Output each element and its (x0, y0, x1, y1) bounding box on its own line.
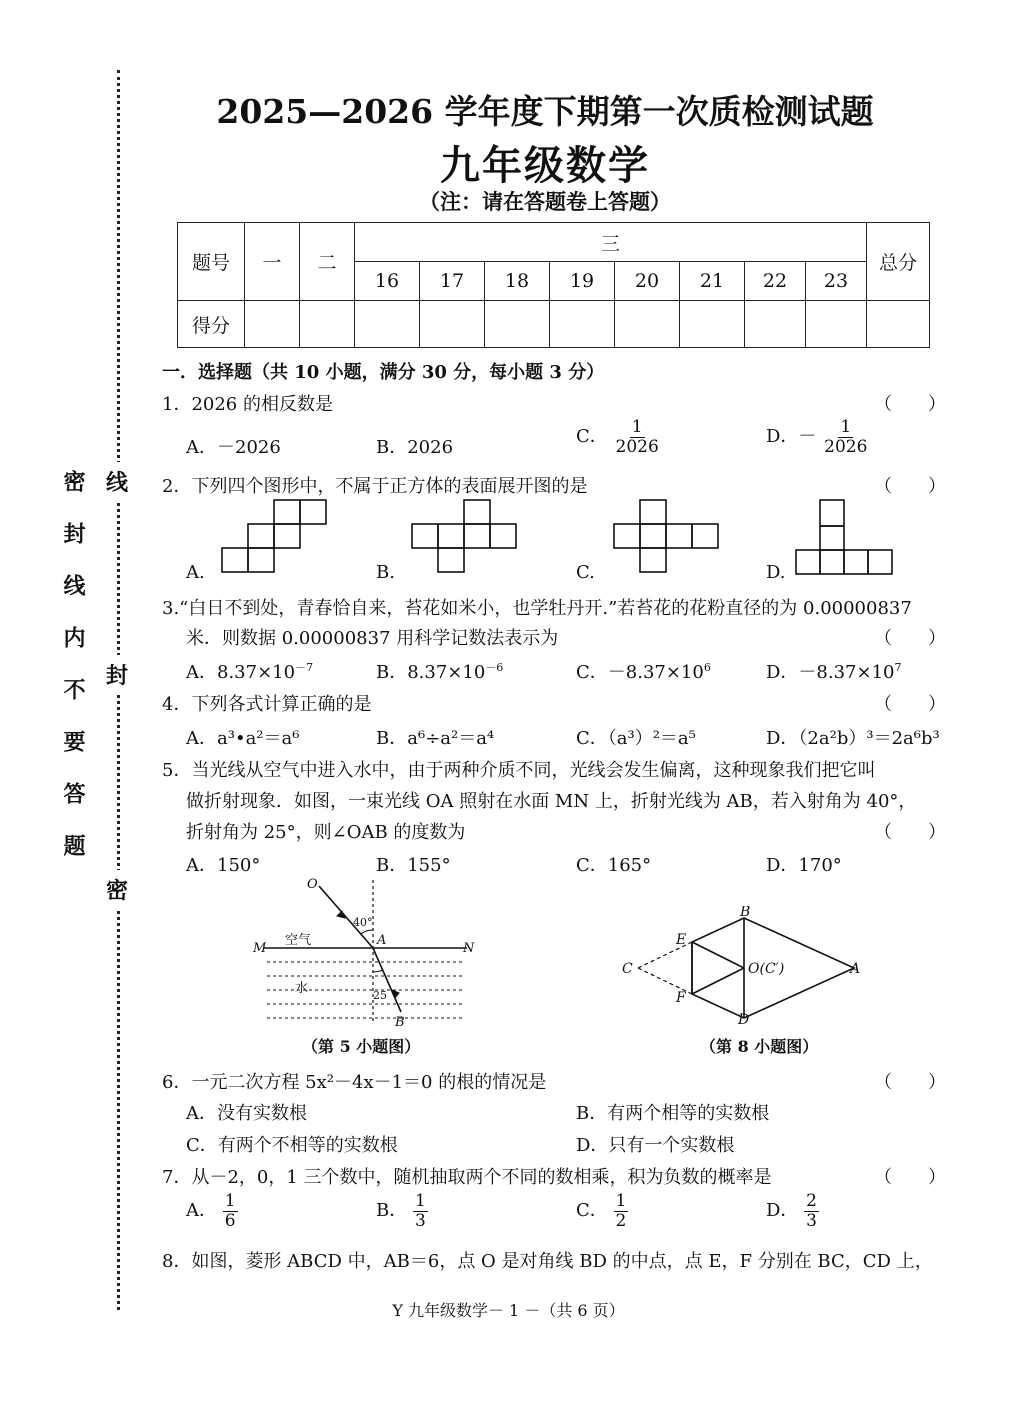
q7-answer-paren[interactable]: （ ） (874, 1167, 946, 1188)
score-cell (867, 301, 930, 348)
numerator: 1 (615, 1191, 627, 1211)
score-cell (420, 301, 485, 348)
score-col-3: 三 (355, 223, 867, 262)
q5-option-a: A．150° (186, 855, 261, 876)
q6-option-c: C．有两个不相等的实数根 (186, 1135, 398, 1156)
angle-40: 40° (353, 916, 373, 929)
q4-option-a: A．a³•a²＝a⁶ (186, 728, 300, 749)
score-subcol: 20 (615, 262, 680, 301)
score-row-label: 题号 (178, 223, 245, 301)
fraction (413, 1192, 428, 1230)
score-subcol: 18 (485, 262, 550, 301)
q5-option-d: D．170° (766, 855, 842, 876)
q6-option-a: A．没有实数根 (186, 1103, 307, 1124)
option-text: D．－8.37×10 (766, 662, 895, 683)
q3-option-a (186, 658, 313, 684)
label-a: A (377, 933, 387, 948)
label-b: B (740, 906, 751, 920)
label-f: F (676, 990, 686, 1006)
denominator: 3 (806, 1210, 817, 1231)
side-warning: 密封线内不要答题 (60, 470, 86, 886)
score-col-1: 一 (245, 223, 300, 301)
score-table (177, 222, 930, 348)
q1-option-a: A．－2026 (186, 437, 281, 458)
score-subcol: 17 (420, 262, 485, 301)
q6-answer-paren[interactable]: （ ） (874, 1072, 946, 1093)
q1-answer-paren[interactable]: （ ） (874, 394, 946, 415)
exam-note: （注：请在答题卷上答题） (419, 189, 671, 214)
label-c: C (622, 961, 633, 977)
q3-stem-line2: 米．则数据 0.00000837 用科学记数法表示为 (186, 628, 559, 649)
denominator: 3 (414, 1210, 426, 1231)
q5-answer-paren[interactable]: （ ） (874, 822, 946, 843)
q2-answer-paren[interactable]: （ ） (874, 476, 946, 497)
numerator: 1 (840, 417, 852, 437)
option-text: B．8.37×10 (376, 662, 486, 683)
fraction (822, 418, 869, 456)
label-n: N (463, 941, 475, 956)
score-cell (745, 301, 806, 348)
label-e: E (676, 932, 687, 948)
q1-stem: 1．2026 的相反数是 (162, 394, 333, 415)
score-cell (485, 301, 550, 348)
q6-stem: 6．一元二次方程 5x²－4x－1＝0 的根的情况是 (162, 1072, 547, 1093)
numerator: 1 (414, 1191, 426, 1211)
fig5-caption: （第 5 小题图） (302, 1037, 421, 1056)
q2-option-c: C. (576, 562, 595, 583)
denominator: 6 (224, 1210, 236, 1231)
net-figure-b (408, 498, 520, 576)
score-cell (680, 301, 745, 348)
arrow-icon (337, 911, 345, 918)
q5-stem-line1: 5．当光线从空气中进入水中，由于两种介质不同，光线会发生偏离，这种现象我们把它叫 (162, 760, 876, 781)
option-label: D． (766, 1200, 799, 1222)
option-label: D．－ (766, 426, 817, 448)
q7-option-a (186, 1192, 238, 1230)
numerator: 1 (631, 417, 643, 437)
fig8-caption: （第 8 小题图） (700, 1037, 819, 1056)
arrow-icon (392, 990, 399, 998)
q5-stem-line3: 折射角为 25°，则∠OAB 的度数为 (186, 822, 466, 843)
option-text: A．8.37×10 (186, 662, 296, 683)
score-cell (355, 301, 420, 348)
label-o: O(C′) (748, 961, 785, 977)
q7-option-b (376, 1192, 428, 1230)
denominator: 2 (615, 1210, 627, 1231)
score-subcol: 19 (550, 262, 615, 301)
numerator: 1 (224, 1191, 236, 1211)
exam-title: 2025—2026 学年度下期第一次质检测试题 (216, 92, 874, 131)
refraction-figure (245, 872, 485, 1032)
label-o: O (307, 877, 318, 892)
q7-stem: 7．从－2，0，1 三个数中，随机抽取两个不同的数相乘，积为负数的概率是 (162, 1167, 772, 1188)
q2-option-a: A. (186, 562, 205, 583)
label-m: M (253, 941, 267, 956)
angle-25: 25 (373, 989, 387, 1002)
score-cell (550, 301, 615, 348)
score-cell (300, 301, 355, 348)
denominator: 2026 (824, 436, 868, 457)
q2-option-b: B. (376, 562, 395, 583)
refracted-ray (373, 948, 401, 1012)
q5-stem-line2: 做折射现象．如图，一束光线 OA 照射在水面 MN 上，折射光线为 AB，若入射角为 40°， (186, 791, 917, 812)
score-subcol: 23 (806, 262, 867, 301)
side-mark-xian: 线 (106, 462, 128, 501)
q3-answer-paren[interactable]: （ ） (874, 628, 946, 649)
q7-option-d (766, 1192, 819, 1230)
q6-option-b: B．有两个相等的实数根 (576, 1103, 770, 1124)
q3-stem-line1: 3.“白日不到处，青春恰自来，苔花如米小，也学牡丹开.”若苔花的花粉直径的为 0.00000837 (162, 598, 912, 619)
q7-option-c (576, 1192, 628, 1230)
exponent: －6 (485, 661, 504, 674)
option-label: C． (576, 1200, 608, 1222)
denominator: 2026 (615, 436, 659, 457)
net-figure-a (218, 498, 330, 576)
score-total-label: 总分 (867, 223, 930, 301)
q2-option-d: D. (766, 562, 786, 583)
option-label: C． (576, 426, 608, 448)
label-air: 空气 (285, 933, 312, 948)
q4-option-d: D．（2a²b）³＝2a⁶b³ (766, 728, 940, 749)
score-row-label: 得分 (178, 301, 245, 348)
exam-subject: 九年级数学 (440, 142, 650, 189)
fraction (804, 1192, 819, 1230)
score-cell (806, 301, 867, 348)
fraction (223, 1192, 238, 1230)
net-figure-c (610, 498, 722, 576)
score-cell (615, 301, 680, 348)
score-col-2: 二 (300, 223, 355, 301)
exponent: 7 (894, 661, 902, 674)
q3-option-c (576, 658, 711, 684)
section-title: 一．选择题（共 10 小题，满分 30 分，每小题 3 分） (162, 362, 605, 383)
q1-option-c (576, 418, 661, 456)
q4-option-b: B．a⁶÷a²＝a⁴ (376, 728, 495, 749)
q3-option-b (376, 658, 503, 684)
q6-option-d: D．只有一个实数根 (576, 1135, 735, 1156)
option-label: A． (186, 1200, 217, 1222)
q8-stem: 8．如图，菱形 ABCD 中，AB＝6，点 O 是对角线 BD 的中点，点 E，F 分别在 BC，CD 上， (162, 1251, 933, 1272)
q4-option-c: C．（a³）²＝a⁵ (576, 728, 696, 749)
q4-answer-paren[interactable]: （ ） (874, 694, 946, 715)
label-a: A (850, 961, 861, 977)
option-text: C．－8.37×10 (576, 662, 704, 683)
fraction (614, 418, 661, 456)
q3-option-d (766, 658, 902, 684)
score-subcol: 16 (355, 262, 420, 301)
q5-option-c: C．165° (576, 855, 652, 876)
net-figure-d (794, 498, 906, 578)
numerator: 2 (806, 1191, 817, 1211)
q1-option-b: B．2026 (376, 437, 454, 458)
q2-stem: 2．下列四个图形中，不属于正方体的表面展开图的是 (162, 476, 588, 497)
label-b: B (395, 1015, 405, 1030)
q5-option-b: B．155° (376, 855, 451, 876)
exponent: －7 (295, 661, 314, 674)
side-mark-feng: 封 (106, 655, 128, 694)
fraction (614, 1192, 629, 1230)
option-label: B． (376, 1200, 408, 1222)
score-subcol: 22 (745, 262, 806, 301)
q4-stem: 4．下列各式计算正确的是 (162, 694, 372, 715)
label-water: 水 (295, 981, 309, 996)
score-cell (245, 301, 300, 348)
exponent: 6 (703, 661, 711, 674)
label-d: D (738, 1012, 750, 1028)
q1-option-d (766, 418, 869, 456)
page-footer: Y 九年级数学－ 1 －（共 6 页） (392, 1301, 625, 1320)
score-subcol: 21 (680, 262, 745, 301)
side-mark-mi: 密 (106, 870, 128, 909)
rhombus-figure (618, 906, 868, 1028)
